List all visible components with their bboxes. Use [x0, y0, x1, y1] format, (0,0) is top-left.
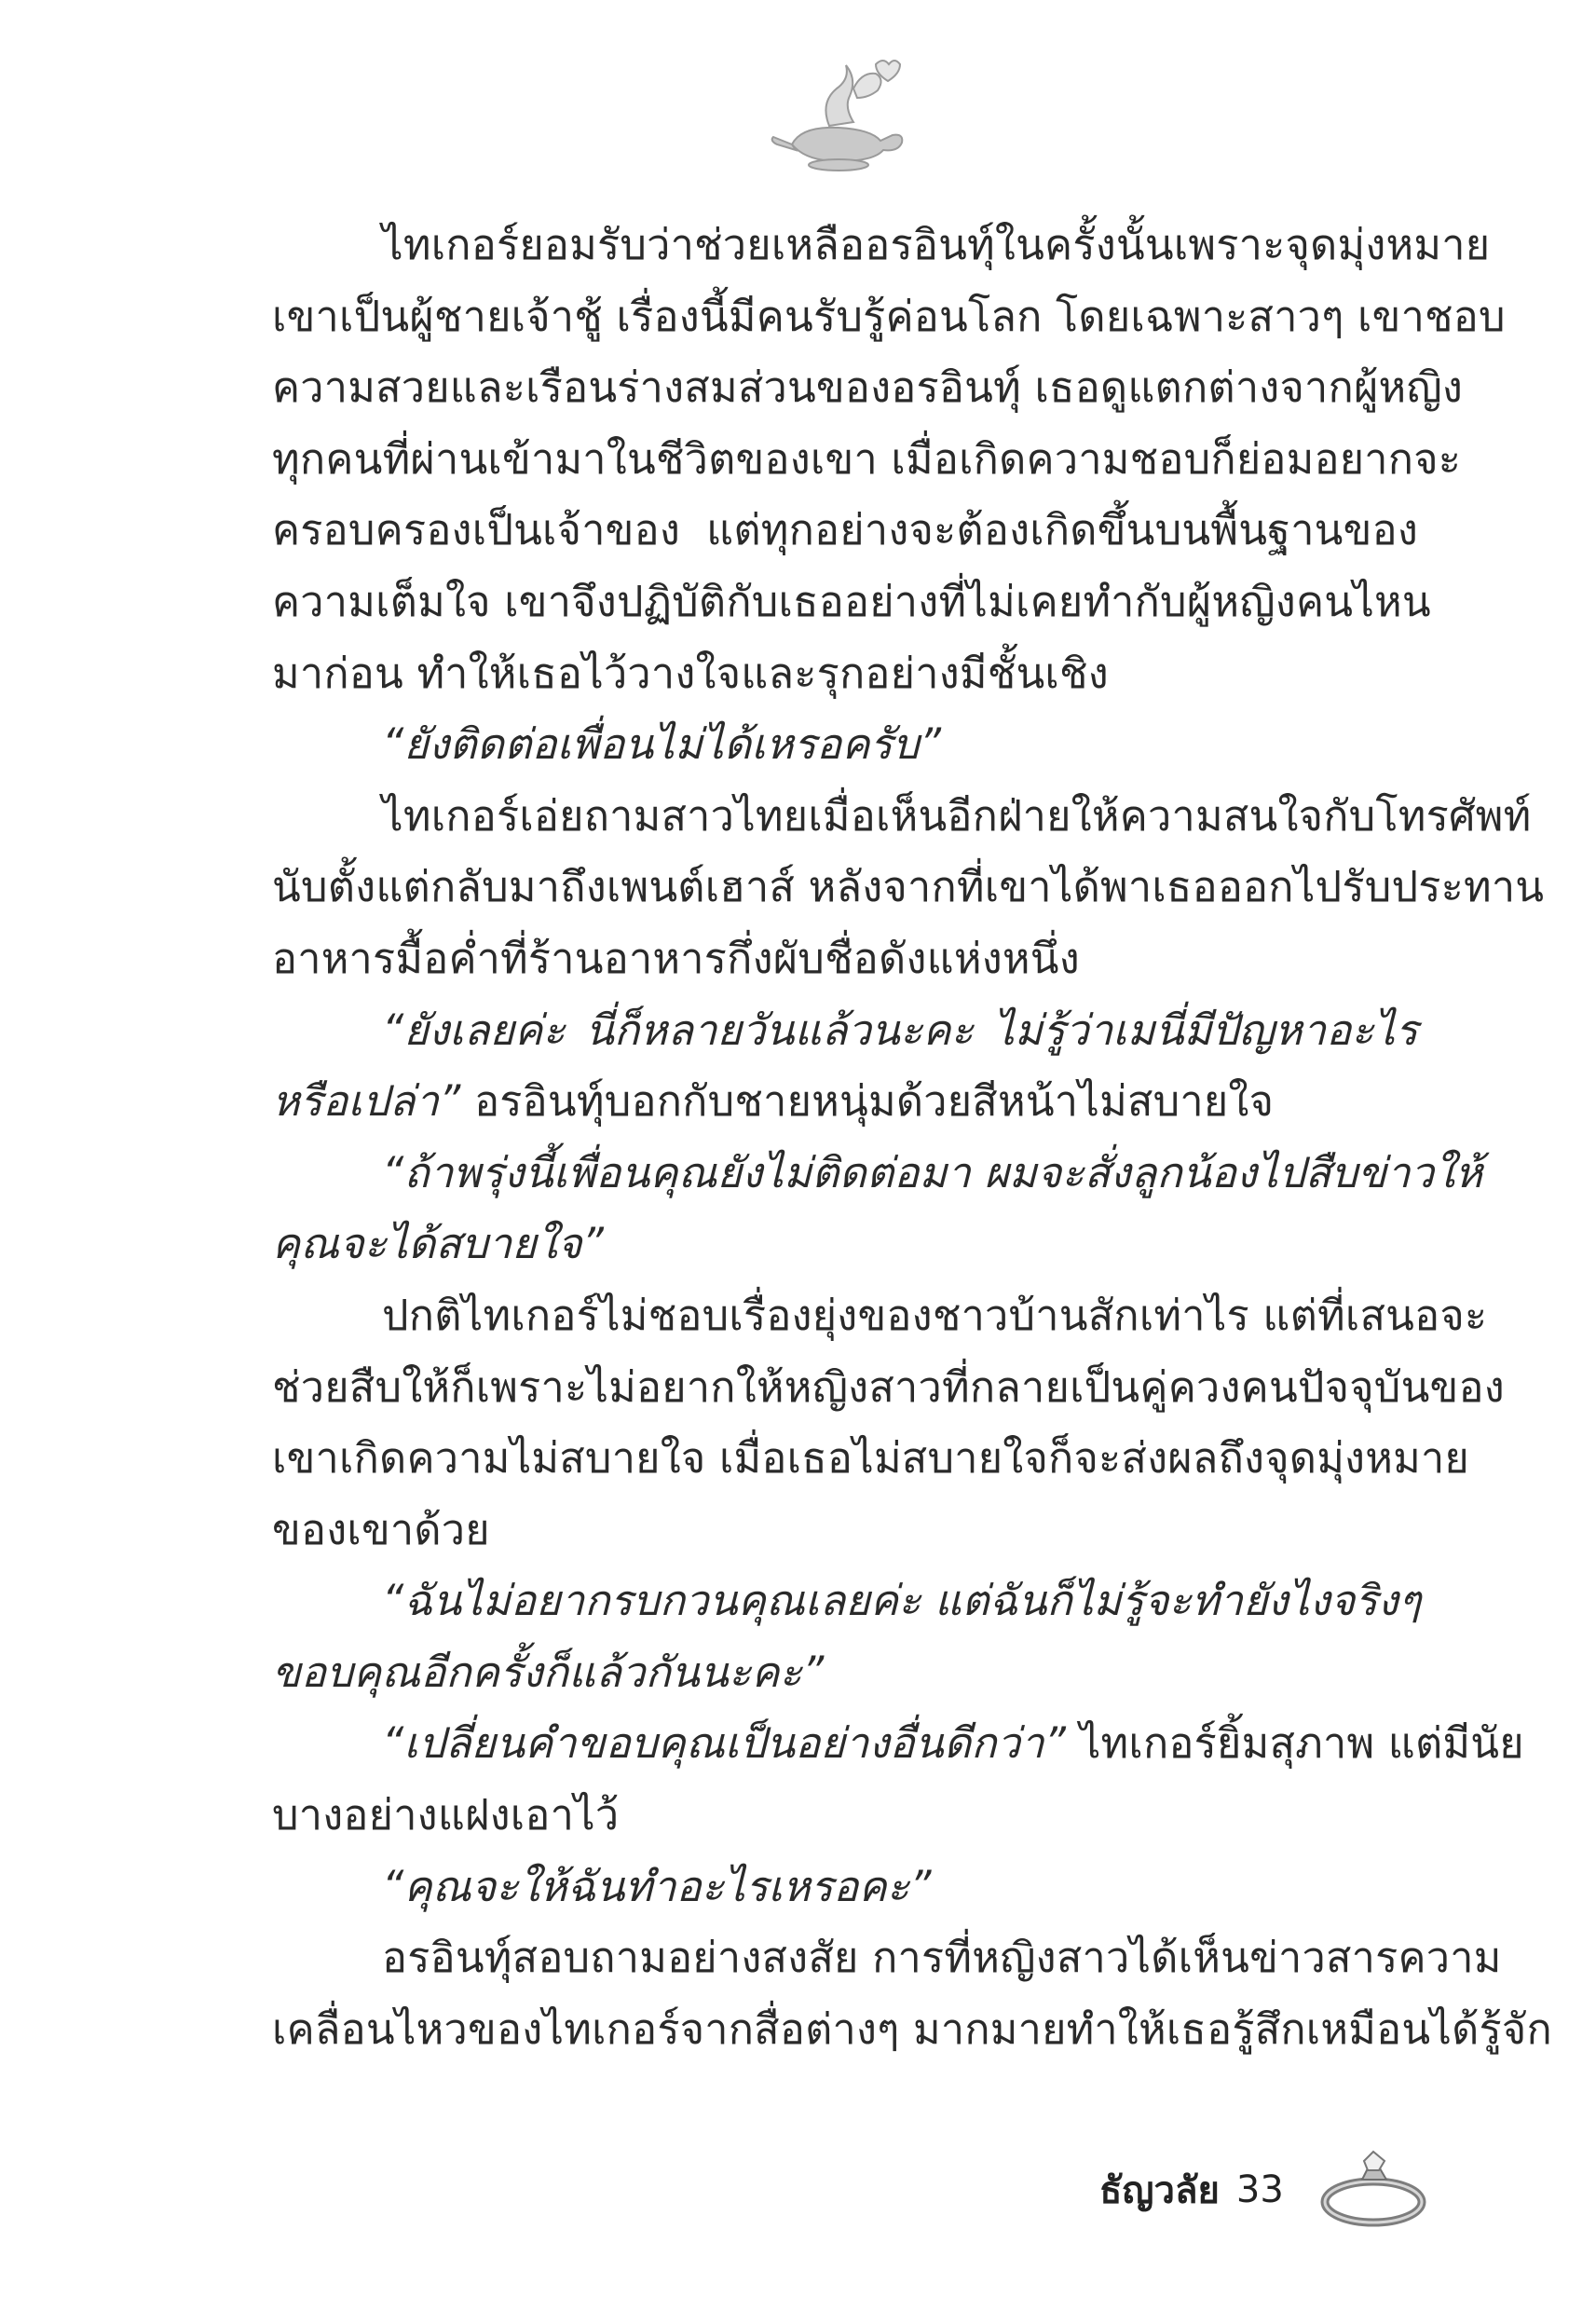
- document-body: [272, 210, 1552, 2065]
- paragraph-line: เคลื่อนไหวของไทเกอร์จากสื่อต่างๆ มากมายทำให้เธอรู้สึกเหมือนได้รู้จัก: [272, 2003, 1552, 2054]
- dialogue-line: “ถ้าพรุ่งนี้เพื่อนคุณยังไม่ติดต่อมา ผมจะสั่งลูกน้องไปสืบข่าวให้: [382, 1147, 1483, 1197]
- paragraph-line: ไทเกอร์ยอมรับว่าช่วยเหลืออรอินทุ์ในครั้งนั้นเพราะจุดมุ่งหมาย: [382, 220, 1491, 269]
- dialogue-fragment: “เปลี่ยนคำขอบคุณเป็นอย่างอื่นดีกว่า”: [382, 1718, 1067, 1769]
- paragraph-line: เขาเกิดความไม่สบายใจ เมื่อเธอไม่สบายใจก็จะส่งผลถึงจุดมุ่งหมาย: [272, 1433, 1469, 1484]
- dialogue-line: “ยังเลยค่ะ นี่ก็หลายวันแล้วนะคะ ไม่รู้ว่าเมนี่มีปัญหาอะไร: [382, 1005, 1418, 1055]
- dialogue-line: “คุณจะให้ฉันทำอะไรเหรอคะ”: [382, 1861, 932, 1911]
- mixed-line: [272, 1708, 1524, 1780]
- paragraph-line: ครอบครองเป็นเจ้าของ แต่ทุกอย่างจะต้องเกิดขึ้นบนพื้นฐานของ: [272, 505, 1418, 555]
- paragraph-line: ทุกคนที่ผ่านเข้ามาในชีวิตของเขา เมื่อเกิดความชอบก็ย่อมอยากจะ: [272, 433, 1462, 484]
- paragraph-line: ความสวยและเรือนร่างสมส่วนของอรอินทุ์ เธอดูแตกต่างจากผู้หญิง: [272, 362, 1464, 413]
- paragraph-line: บางอย่างแฝงเอาไว้: [272, 1790, 620, 1840]
- genie-lamp-icon: [764, 51, 913, 172]
- paragraph-line: อรอินทุ์สอบถามอย่างสงสัย การที่หญิงสาวได้เห็นข่าวสารความ: [382, 1933, 1502, 1983]
- dialogue-fragment: หรือเปล่า”: [272, 1076, 461, 1127]
- paragraph-line: ไทเกอร์เอ่ยถามสาวไทยเมื่อเห็นอีกฝ่ายให้ความสนใจกับโทรศัพท์: [382, 790, 1532, 841]
- paragraph-line: เขาเป็นผู้ชายเจ้าชู้ เรื่องนี้มีคนรับรู้ค่อนโลก โดยเฉพาะสาวๆ เขาชอบ: [272, 291, 1506, 341]
- narration-fragment: อรอินทุ์บอกกับชายหนุ่มด้วยสีหน้าไม่สบายใจ: [460, 1076, 1275, 1127]
- paragraph-line: ความเต็มใจ เขาจึงปฏิบัติกับเธออย่างที่ไม่เคยทำกับผู้หญิงคนไหน: [272, 576, 1431, 626]
- dialogue-line: “ฉันไม่อยากรบกวนคุณเลยค่ะ แต่ฉันก็ไม่รู้จะทำยังไงจริงๆ: [382, 1576, 1422, 1626]
- page-number: 33: [1235, 2168, 1284, 2211]
- narration-fragment: ไทเกอร์ยิ้มสุภาพ แต่มีนัย: [1066, 1718, 1524, 1769]
- book-title: ธัญวลัย: [1099, 2169, 1220, 2212]
- mixed-line: [272, 1066, 1418, 1138]
- paragraph-line: มาก่อน ทำให้เธอไว้วางใจและรุกอย่างมีชั้นเชิง: [272, 648, 1109, 698]
- diamond-ring-icon: [1316, 2148, 1437, 2232]
- page-footer: [1099, 2148, 1437, 2232]
- paragraph-line: อาหารมื้อค่ำที่ร้านอาหารกึ่งผับชื่อดังแห่งหนึ่ง: [272, 933, 1080, 983]
- dialogue-line: ขอบคุณอีกครั้งก็แล้วกันนะคะ”: [272, 1647, 825, 1697]
- paragraph-line: ของเขาด้วย: [272, 1504, 490, 1554]
- paragraph-line: ช่วยสืบให้ก็เพราะไม่อยากให้หญิงสาวที่กลายเป็นคู่ควงคนปัจจุบันของ: [272, 1361, 1505, 1412]
- dialogue-line: คุณจะได้สบายใจ”: [272, 1219, 605, 1269]
- dialogue-line: “ยังติดต่อเพื่อนไม่ได้เหรอครับ”: [382, 719, 942, 770]
- paragraph-line: ปกติไทเกอร์ไม่ชอบเรื่องยุ่งของชาวบ้านสักเท่าไร แต่ที่เสนอจะ: [382, 1290, 1488, 1340]
- paragraph-line: นับตั้งแต่กลับมาถึงเพนต์เฮาส์ หลังจากที่เขาได้พาเธอออกไปรับประทาน: [272, 862, 1545, 912]
